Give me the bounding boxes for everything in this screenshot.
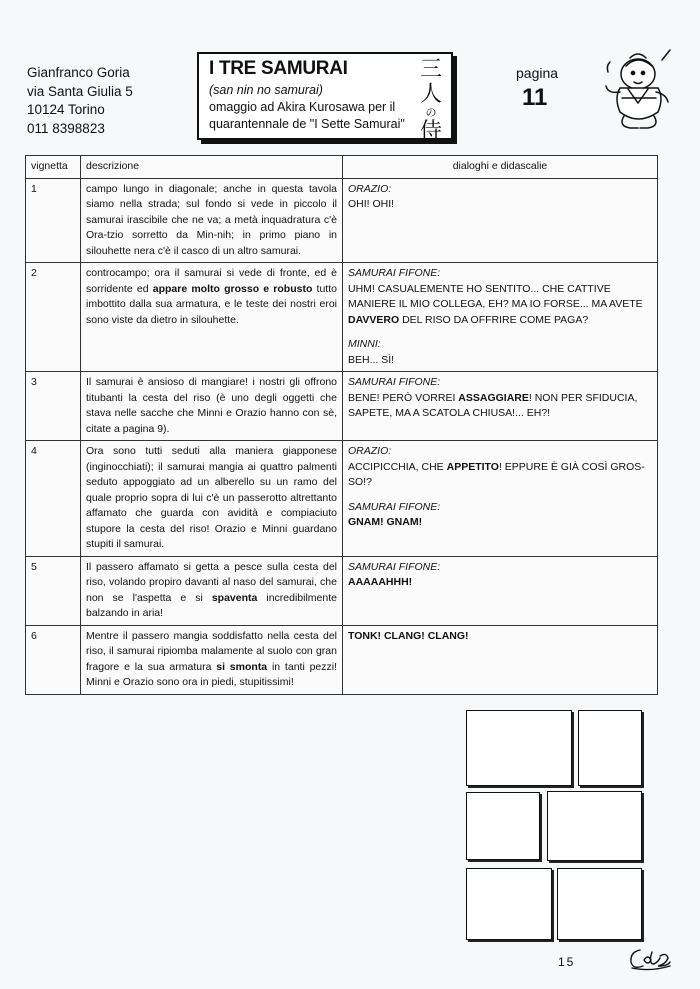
panel-dialogue	[343, 263, 658, 372]
emphasis-text: TONK! CLANG! CLANG!	[348, 629, 469, 642]
story-subtitle: (san nin no samurai)	[209, 83, 323, 97]
dialogue-line	[348, 515, 652, 531]
text-run: BENE! PERÒ VORREI	[348, 391, 459, 404]
header-descrizione: descrizione	[81, 156, 343, 179]
panel-description	[81, 178, 343, 263]
table-row	[26, 625, 658, 694]
header-vignetta: vignetta	[26, 156, 81, 179]
vignetta-number: 2	[26, 263, 81, 372]
text-run: tutto imbottito dalla sua armatura, e le teste dei nostri eroi sono viste da dietro in silouhette.	[86, 282, 337, 326]
table-row	[26, 441, 658, 557]
sender-address	[27, 64, 133, 138]
text-run: incredibilmente balzando in aria!	[86, 591, 337, 619]
table-header-row	[26, 156, 658, 179]
sender-phone: 011 8398823	[27, 120, 105, 136]
speaker-name: SAMURAI FIFONE:	[348, 376, 441, 388]
table-row	[26, 178, 658, 263]
speaker-name: ORAZIO:	[348, 445, 392, 457]
dialogue-line	[348, 460, 652, 491]
speaker-name: MINNI:	[348, 338, 381, 350]
vignetta-number: 6	[26, 625, 81, 694]
panel-dialogue	[343, 372, 658, 441]
kanji-char: 侍	[419, 119, 442, 144]
kanji-char: 人	[419, 82, 442, 107]
thumbnail-panel	[547, 791, 642, 861]
panel-dialogue	[343, 178, 658, 263]
emphasis-text: ASSAGGIARE	[458, 391, 529, 404]
emphasis-text: AAAAAHHH!	[348, 576, 413, 588]
thumbnail-panel	[578, 710, 642, 786]
panel-description	[81, 441, 343, 557]
panel-dialogue	[343, 556, 658, 625]
dialogue-line	[348, 629, 652, 645]
emphasis-text: GNAM! GNAM!	[348, 516, 423, 528]
vignetta-number: 5	[26, 556, 81, 625]
thumbnail-panel	[466, 868, 552, 940]
text-run: campo lungo in diagonale; anche in questa tavola siamo nella strada; sul fondo si vede in piccolo il samurai irascibile che ne va; a metà inquadratura c'è Ora-tzio sorretto da Min-nih; in primo piano in silouhette nera c'è il casco di un altro samurai.	[86, 182, 337, 257]
thumbnail-panel	[466, 710, 572, 786]
emphasis-text: appare molto grosso e robusto	[152, 282, 313, 295]
speaker-name: SAMURAI FIFONE:	[348, 267, 441, 279]
text-run: Mentre il passero mangia soddisfatto nella cesta del riso, il samurai ripiomba malamente al suolo con gran fragore e la sua armatura	[86, 629, 337, 673]
thumbnail-panel	[557, 868, 642, 940]
dialogue-gap	[348, 491, 652, 500]
page-label: pagina	[516, 65, 559, 81]
script-table	[25, 155, 658, 695]
panel-dialogue	[343, 441, 658, 557]
title-box	[197, 52, 453, 144]
panel-description	[81, 556, 343, 625]
dedication-line-1: omaggio ad Akira Kurosawa per il	[209, 100, 396, 114]
speaker-name: ORAZIO:	[348, 182, 392, 195]
kanji-char: の	[425, 106, 437, 119]
text-run: Ora sono tutti seduti alla maniera giapponese (inginocchiati); il samurai mangia ai quattro palmenti seduto appoggiato ad un alberello su un ramo del quale proprio sopra di lui c'è un passerotto altrettanto affamato che guarda con avidità e compiaciuto stupore la cesta del riso! Orazio e Minni guardano stupiti il samurai.	[86, 445, 337, 550]
panel-dialogue	[343, 625, 658, 694]
artist-signature	[628, 944, 674, 972]
text-run: Il passero affamato si getta a pesce sulla cesta del riso, volando propiro davanti al naso del samurai, che non se l'aspetta e si	[86, 560, 337, 604]
text-run: Il samurai è ansioso di mangiare! i nostri gli offrono titubanti la cesta del riso (è uno degli oggetti che stava nelle sacche che Minni e Orazio hanno con sè, citate a pagina 9).	[86, 376, 337, 435]
thumbnail-panel	[466, 792, 540, 860]
text-run: UHM! CASUALEMENTE HO SENTITO... CHE CATTIVE MANIERE IL MIO COLLEGA, EH? MA IO FORSE... MA AVETE	[348, 282, 643, 310]
sender-city: 10124 Torino	[27, 102, 105, 117]
dialogue-gap	[348, 328, 652, 337]
speaker-name: SAMURAI FIFONE:	[348, 560, 441, 573]
text-run: OHI! OHI!	[348, 198, 395, 210]
vignetta-number: 4	[26, 441, 81, 557]
dialogue-line	[348, 391, 652, 422]
panel-description	[81, 372, 343, 441]
text-run: DEL RISO DA OFFRIRE COME PAGA?	[399, 313, 589, 326]
kanji-title	[419, 57, 443, 144]
table-row	[26, 263, 658, 372]
emphasis-text: DAVVERO	[348, 313, 400, 326]
sender-street: via Santa Giulia 5	[27, 83, 133, 99]
sender-name: Gianfranco Goria	[27, 65, 130, 80]
dialogue-line	[348, 353, 652, 369]
emphasis-text: si smonta	[216, 660, 268, 673]
dialogue-line	[348, 197, 652, 213]
speaker-name: SAMURAI FIFONE:	[348, 500, 441, 513]
text-run: ! NON PER SFIDUCIA, SAPETE, MA A SCATOLA CHIUSA!... EH?!	[348, 391, 638, 419]
page-number: 11	[522, 84, 548, 111]
panel-description	[81, 263, 343, 372]
table-row	[26, 372, 658, 441]
panel-description	[81, 625, 343, 694]
emphasis-text: spaventa	[211, 591, 258, 604]
emphasis-text: APPETITO	[446, 460, 499, 473]
footer-page-number: 15	[558, 955, 576, 969]
kanji-char: 三	[419, 57, 442, 82]
text-run: BEH... SÌ!	[348, 353, 395, 366]
vignetta-number: 1	[26, 178, 81, 263]
text-run: controcampo; ora il samurai si vede di fronte, ed è sorridente ed	[86, 267, 337, 295]
dialogue-line	[348, 282, 652, 329]
table-row	[26, 556, 658, 625]
text-run: ! EPPURE È GIÀ COSÌ GROS-SO!?	[348, 460, 645, 488]
text-run: in tanti pezzi! Minni e Orazio sono ora in piedi, stupitissimi!	[86, 660, 338, 688]
vignetta-number: 3	[26, 372, 81, 441]
samurai-mascot-drawing	[600, 46, 682, 136]
header-dialoghi: dialoghi e didascalie	[343, 156, 658, 179]
text-run: ACCIPICCHIA, CHE	[348, 460, 447, 473]
story-title: I TRE SAMURAI	[209, 58, 348, 79]
dedication-line-2: quarantennale de "I Sette Samurai"	[209, 117, 405, 131]
dialogue-line	[348, 575, 652, 591]
